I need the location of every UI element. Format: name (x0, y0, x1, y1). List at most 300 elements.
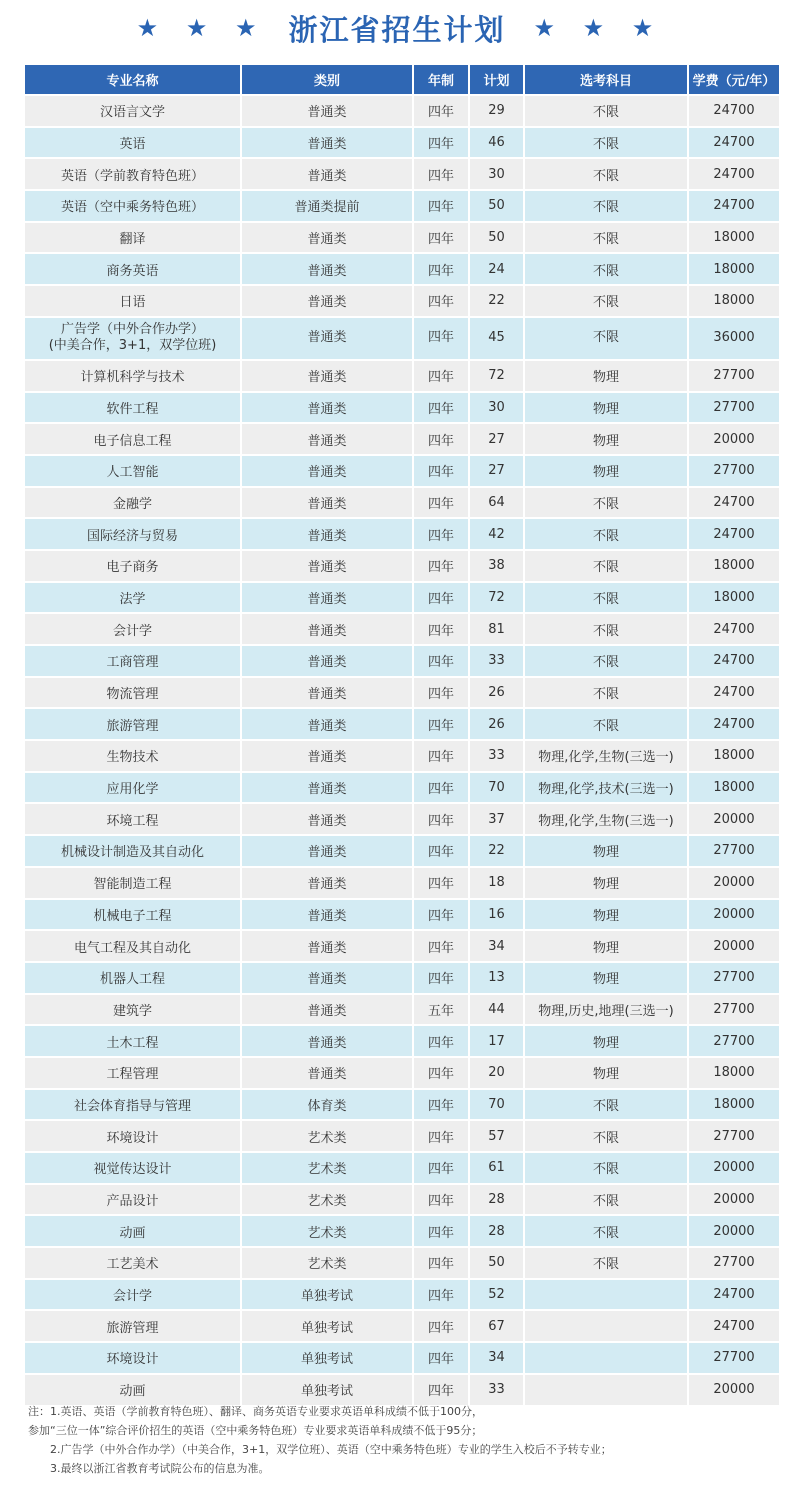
cell-required-subjects: 物理,历史,地理(三选一) (525, 995, 687, 1025)
cell-category: 普通类 (242, 804, 412, 834)
table-row (25, 223, 779, 253)
cell-major-name: 动画 (25, 1216, 240, 1246)
table-row (25, 1311, 779, 1341)
cell-duration: 四年 (414, 223, 468, 253)
cell-plan-count: 45 (470, 318, 523, 359)
cell-required-subjects: 物理,化学,生物(三选一) (525, 804, 687, 834)
cell-tuition: 24700 (689, 519, 779, 549)
cell-plan-count: 28 (470, 1216, 523, 1246)
cell-tuition: 18000 (689, 254, 779, 284)
cell-major-name: 环境工程 (25, 804, 240, 834)
cell-category: 普通类 (242, 583, 412, 613)
cell-major-name: 智能制造工程 (25, 868, 240, 898)
table-row (25, 1375, 779, 1405)
cell-tuition: 20000 (689, 1216, 779, 1246)
cell-major-name: 电子商务 (25, 551, 240, 581)
cell-tuition: 24700 (689, 128, 779, 158)
table-row (25, 773, 779, 803)
table-row (25, 614, 779, 644)
cell-duration: 四年 (414, 1153, 468, 1183)
cell-plan-count: 44 (470, 995, 523, 1025)
table-row (25, 836, 779, 866)
cell-major-name: 软件工程 (25, 393, 240, 423)
table-row (25, 551, 779, 581)
cell-required-subjects: 不限 (525, 191, 687, 221)
cell-duration: 四年 (414, 836, 468, 866)
cell-required-subjects: 物理,化学,生物(三选一) (525, 741, 687, 771)
header-required-subjects: 选考科目 (525, 65, 687, 94)
cell-category: 普通类 (242, 254, 412, 284)
cell-category: 普通类 (242, 361, 412, 391)
cell-required-subjects: 物理 (525, 456, 687, 486)
cell-required-subjects: 物理 (525, 393, 687, 423)
cell-category: 艺术类 (242, 1216, 412, 1246)
header-plan-count: 计划 (470, 65, 523, 94)
cell-tuition: 18000 (689, 741, 779, 771)
cell-category: 普通类 (242, 868, 412, 898)
cell-plan-count: 61 (470, 1153, 523, 1183)
cell-major-name: 机械电子工程 (25, 900, 240, 930)
cell-plan-count: 30 (470, 159, 523, 189)
cell-required-subjects: 不限 (525, 254, 687, 284)
cell-required-subjects: 不限 (525, 223, 687, 253)
cell-required-subjects: 不限 (525, 1248, 687, 1278)
cell-category: 普通类 (242, 614, 412, 644)
cell-duration: 四年 (414, 1090, 468, 1120)
cell-major-name: 商务英语 (25, 254, 240, 284)
cell-category: 普通类 (242, 900, 412, 930)
cell-major-name: 金融学 (25, 488, 240, 518)
table-header-row (25, 65, 779, 94)
cell-required-subjects (525, 1375, 687, 1405)
title-bar (0, 0, 800, 56)
table-row (25, 393, 779, 423)
cell-required-subjects (525, 1311, 687, 1341)
cell-tuition: 27700 (689, 1026, 779, 1056)
cell-plan-count: 26 (470, 709, 523, 739)
cell-tuition: 18000 (689, 583, 779, 613)
cell-plan-count: 33 (470, 646, 523, 676)
cell-plan-count: 64 (470, 488, 523, 518)
cell-major-name: 国际经济与贸易 (25, 519, 240, 549)
cell-duration: 四年 (414, 1026, 468, 1056)
cell-tuition: 27700 (689, 456, 779, 486)
cell-required-subjects: 不限 (525, 551, 687, 581)
cell-category: 普通类 (242, 488, 412, 518)
cell-duration: 四年 (414, 424, 468, 454)
cell-required-subjects: 不限 (525, 519, 687, 549)
cell-major-name: 电子信息工程 (25, 424, 240, 454)
cell-duration: 四年 (414, 488, 468, 518)
cell-major-name: 社会体育指导与管理 (25, 1090, 240, 1120)
table-row (25, 286, 779, 316)
cell-duration: 四年 (414, 900, 468, 930)
cell-major-name: 工艺美术 (25, 1248, 240, 1278)
table-row (25, 1026, 779, 1056)
cell-category: 普通类 (242, 223, 412, 253)
cell-duration: 四年 (414, 551, 468, 581)
cell-tuition: 18000 (689, 286, 779, 316)
star-icons-left: ★ ★ ★ (136, 14, 267, 42)
cell-tuition: 24700 (689, 1280, 779, 1310)
table-row (25, 1090, 779, 1120)
cell-major-name: 视觉传达设计 (25, 1153, 240, 1183)
table-row (25, 1058, 779, 1088)
cell-major-name: 土木工程 (25, 1026, 240, 1056)
cell-tuition: 24700 (689, 614, 779, 644)
cell-tuition: 36000 (689, 318, 779, 359)
cell-required-subjects: 不限 (525, 318, 687, 359)
cell-plan-count: 16 (470, 900, 523, 930)
cell-tuition: 24700 (689, 96, 779, 126)
cell-required-subjects (525, 1343, 687, 1373)
cell-required-subjects: 物理 (525, 868, 687, 898)
cell-duration: 四年 (414, 963, 468, 993)
cell-plan-count: 27 (470, 456, 523, 486)
cell-required-subjects: 物理 (525, 931, 687, 961)
cell-required-subjects: 不限 (525, 96, 687, 126)
cell-plan-count: 81 (470, 614, 523, 644)
cell-major-name: 环境设计 (25, 1343, 240, 1373)
cell-major-name: 旅游管理 (25, 709, 240, 739)
cell-major-name: 计算机科学与技术 (25, 361, 240, 391)
header-duration: 年制 (414, 65, 468, 94)
cell-plan-count: 22 (470, 286, 523, 316)
cell-required-subjects: 不限 (525, 1153, 687, 1183)
cell-category: 普通类 (242, 931, 412, 961)
cell-required-subjects: 物理 (525, 424, 687, 454)
cell-required-subjects: 物理,化学,技术(三选一) (525, 773, 687, 803)
cell-major-name: 会计学 (25, 1280, 240, 1310)
cell-required-subjects: 物理 (525, 836, 687, 866)
cell-plan-count: 50 (470, 1248, 523, 1278)
cell-tuition: 27700 (689, 995, 779, 1025)
table-row (25, 678, 779, 708)
cell-tuition: 20000 (689, 424, 779, 454)
cell-category: 普通类 (242, 995, 412, 1025)
cell-category: 普通类 (242, 393, 412, 423)
cell-category: 普通类 (242, 159, 412, 189)
table-row (25, 900, 779, 930)
cell-plan-count: 34 (470, 931, 523, 961)
cell-duration: 四年 (414, 318, 468, 359)
cell-plan-count: 26 (470, 678, 523, 708)
cell-category: 单独考试 (242, 1280, 412, 1310)
cell-duration: 五年 (414, 995, 468, 1025)
cell-category: 普通类 (242, 286, 412, 316)
table-row (25, 128, 779, 158)
table-row (25, 318, 779, 359)
enrollment-plan-table-container (25, 63, 775, 1407)
cell-plan-count: 34 (470, 1343, 523, 1373)
table-row (25, 804, 779, 834)
cell-required-subjects (525, 1280, 687, 1310)
cell-plan-count: 50 (470, 223, 523, 253)
cell-plan-count: 33 (470, 1375, 523, 1405)
cell-tuition: 20000 (689, 900, 779, 930)
cell-major-name: 生物技术 (25, 741, 240, 771)
cell-duration: 四年 (414, 678, 468, 708)
cell-required-subjects: 物理 (525, 900, 687, 930)
cell-tuition: 27700 (689, 393, 779, 423)
cell-category: 普通类 (242, 96, 412, 126)
cell-plan-count: 70 (470, 773, 523, 803)
cell-major-name: 动画 (25, 1375, 240, 1405)
cell-plan-count: 20 (470, 1058, 523, 1088)
cell-duration: 四年 (414, 614, 468, 644)
cell-required-subjects: 不限 (525, 1185, 687, 1215)
cell-tuition: 27700 (689, 836, 779, 866)
cell-major-name: 环境设计 (25, 1121, 240, 1151)
cell-duration: 四年 (414, 804, 468, 834)
cell-major-name: 应用化学 (25, 773, 240, 803)
cell-tuition: 24700 (689, 488, 779, 518)
cell-category: 普通类 (242, 646, 412, 676)
table-row (25, 1153, 779, 1183)
cell-tuition: 24700 (689, 646, 779, 676)
cell-duration: 四年 (414, 286, 468, 316)
cell-major-name: 电气工程及其自动化 (25, 931, 240, 961)
cell-major-name: 翻译 (25, 223, 240, 253)
cell-tuition: 27700 (689, 1121, 779, 1151)
cell-tuition: 27700 (689, 1248, 779, 1278)
cell-tuition: 20000 (689, 931, 779, 961)
cell-category: 普通类 (242, 456, 412, 486)
cell-duration: 四年 (414, 931, 468, 961)
cell-major-name: 机械设计制造及其自动化 (25, 836, 240, 866)
cell-duration: 四年 (414, 868, 468, 898)
cell-required-subjects: 不限 (525, 709, 687, 739)
cell-required-subjects: 不限 (525, 1216, 687, 1246)
cell-major-name: 英语 (25, 128, 240, 158)
table-row (25, 868, 779, 898)
cell-required-subjects: 不限 (525, 614, 687, 644)
cell-duration: 四年 (414, 393, 468, 423)
cell-tuition: 24700 (689, 191, 779, 221)
table-row (25, 488, 779, 518)
header-tuition: 学费（元/年） (689, 65, 779, 94)
cell-major-name: 人工智能 (25, 456, 240, 486)
cell-plan-count: 28 (470, 1185, 523, 1215)
cell-required-subjects: 不限 (525, 646, 687, 676)
cell-tuition: 20000 (689, 1185, 779, 1215)
cell-major-name: 英语（空中乘务特色班） (25, 191, 240, 221)
cell-duration: 四年 (414, 1280, 468, 1310)
star-icons-right: ★ ★ ★ (533, 14, 664, 42)
cell-tuition: 18000 (689, 223, 779, 253)
cell-major-name: 广告学（中外合作办学） (中美合作，3+1，双学位班) (25, 318, 240, 359)
cell-required-subjects: 物理 (525, 1058, 687, 1088)
table-row (25, 1121, 779, 1151)
cell-tuition: 18000 (689, 551, 779, 581)
cell-category: 单独考试 (242, 1311, 412, 1341)
cell-category: 普通类 (242, 1026, 412, 1056)
table-row (25, 254, 779, 284)
cell-duration: 四年 (414, 361, 468, 391)
table-row (25, 456, 779, 486)
header-category: 类别 (242, 65, 412, 94)
cell-plan-count: 67 (470, 1311, 523, 1341)
table-row (25, 931, 779, 961)
table-row (25, 646, 779, 676)
cell-major-name: 旅游管理 (25, 1311, 240, 1341)
table-row (25, 191, 779, 221)
table-row (25, 995, 779, 1025)
cell-category: 艺术类 (242, 1248, 412, 1278)
footnotes (28, 1402, 788, 1478)
cell-category: 普通类 (242, 836, 412, 866)
cell-plan-count: 29 (470, 96, 523, 126)
cell-duration: 四年 (414, 1121, 468, 1151)
cell-plan-count: 57 (470, 1121, 523, 1151)
page-title: 浙江省招生计划 (288, 12, 506, 47)
cell-category: 普通类 (242, 678, 412, 708)
cell-category: 普通类 (242, 963, 412, 993)
header-major-name: 专业名称 (25, 65, 240, 94)
cell-plan-count: 42 (470, 519, 523, 549)
cell-tuition: 27700 (689, 361, 779, 391)
cell-major-name: 工程管理 (25, 1058, 240, 1088)
table-row (25, 361, 779, 391)
cell-major-name: 建筑学 (25, 995, 240, 1025)
cell-category: 普通类 (242, 773, 412, 803)
cell-category: 艺术类 (242, 1185, 412, 1215)
cell-plan-count: 18 (470, 868, 523, 898)
cell-plan-count: 22 (470, 836, 523, 866)
cell-category: 普通类 (242, 519, 412, 549)
cell-duration: 四年 (414, 159, 468, 189)
footnote-line: 参加“三位一体”综合评价招生的英语（空中乘务特色班）专业要求英语单科成绩不低于95分； (28, 1424, 483, 1437)
cell-major-name: 汉语言文学 (25, 96, 240, 126)
cell-duration: 四年 (414, 1375, 468, 1405)
table-row (25, 1216, 779, 1246)
cell-plan-count: 33 (470, 741, 523, 771)
cell-tuition: 24700 (689, 1311, 779, 1341)
cell-duration: 四年 (414, 1311, 468, 1341)
cell-tuition: 20000 (689, 1375, 779, 1405)
cell-category: 普通类 (242, 551, 412, 581)
cell-major-name: 会计学 (25, 614, 240, 644)
footnote-line: 注：1.英语、英语（学前教育特色班）、翻译、商务英语专业要求英语单科成绩不低于100分， (28, 1405, 483, 1418)
cell-duration: 四年 (414, 1185, 468, 1215)
cell-category: 艺术类 (242, 1121, 412, 1151)
cell-plan-count: 30 (470, 393, 523, 423)
cell-major-name: 工商管理 (25, 646, 240, 676)
table-row (25, 741, 779, 771)
table-row (25, 583, 779, 613)
cell-category: 普通类 (242, 318, 412, 359)
cell-tuition: 20000 (689, 804, 779, 834)
cell-tuition: 20000 (689, 1153, 779, 1183)
cell-tuition: 24700 (689, 678, 779, 708)
cell-plan-count: 72 (470, 361, 523, 391)
cell-duration: 四年 (414, 1343, 468, 1373)
cell-plan-count: 13 (470, 963, 523, 993)
cell-plan-count: 50 (470, 191, 523, 221)
cell-duration: 四年 (414, 456, 468, 486)
cell-required-subjects: 不限 (525, 488, 687, 518)
cell-major-name: 产品设计 (25, 1185, 240, 1215)
table-row (25, 159, 779, 189)
cell-tuition: 24700 (689, 709, 779, 739)
cell-required-subjects: 物理 (525, 361, 687, 391)
cell-category: 普通类提前 (242, 191, 412, 221)
cell-required-subjects: 不限 (525, 678, 687, 708)
cell-duration: 四年 (414, 646, 468, 676)
table-row (25, 1343, 779, 1373)
enrollment-plan-table (23, 63, 781, 1407)
cell-duration: 四年 (414, 583, 468, 613)
cell-tuition: 18000 (689, 773, 779, 803)
cell-plan-count: 72 (470, 583, 523, 613)
cell-plan-count: 70 (470, 1090, 523, 1120)
cell-major-name: 物流管理 (25, 678, 240, 708)
cell-tuition: 18000 (689, 1090, 779, 1120)
table-row (25, 1280, 779, 1310)
cell-duration: 四年 (414, 254, 468, 284)
cell-duration: 四年 (414, 191, 468, 221)
cell-required-subjects: 不限 (525, 1121, 687, 1151)
cell-required-subjects: 不限 (525, 1090, 687, 1120)
cell-category: 普通类 (242, 424, 412, 454)
cell-duration: 四年 (414, 741, 468, 771)
cell-plan-count: 46 (470, 128, 523, 158)
table-body (25, 96, 779, 1405)
cell-duration: 四年 (414, 709, 468, 739)
cell-plan-count: 27 (470, 424, 523, 454)
cell-required-subjects: 不限 (525, 583, 687, 613)
table-row (25, 1248, 779, 1278)
cell-tuition: 18000 (689, 1058, 779, 1088)
cell-plan-count: 17 (470, 1026, 523, 1056)
cell-duration: 四年 (414, 128, 468, 158)
cell-major-name: 英语（学前教育特色班） (25, 159, 240, 189)
cell-category: 体育类 (242, 1090, 412, 1120)
cell-plan-count: 52 (470, 1280, 523, 1310)
cell-plan-count: 37 (470, 804, 523, 834)
cell-duration: 四年 (414, 519, 468, 549)
table-row (25, 709, 779, 739)
cell-duration: 四年 (414, 1216, 468, 1246)
cell-major-name: 法学 (25, 583, 240, 613)
cell-plan-count: 24 (470, 254, 523, 284)
cell-category: 普通类 (242, 128, 412, 158)
table-row (25, 1185, 779, 1215)
table-row (25, 96, 779, 126)
cell-category: 普通类 (242, 1058, 412, 1088)
cell-category: 普通类 (242, 709, 412, 739)
cell-required-subjects: 不限 (525, 128, 687, 158)
cell-major-name: 日语 (25, 286, 240, 316)
cell-required-subjects: 不限 (525, 286, 687, 316)
table-row (25, 519, 779, 549)
cell-category: 单独考试 (242, 1343, 412, 1373)
cell-major-name: 机器人工程 (25, 963, 240, 993)
footnote-line: 3.最终以浙江省教育考试院公布的信息为准。 (50, 1462, 270, 1475)
cell-category: 单独考试 (242, 1375, 412, 1405)
cell-required-subjects: 物理 (525, 963, 687, 993)
cell-duration: 四年 (414, 773, 468, 803)
cell-duration: 四年 (414, 1248, 468, 1278)
cell-category: 艺术类 (242, 1153, 412, 1183)
table-row (25, 963, 779, 993)
cell-duration: 四年 (414, 96, 468, 126)
cell-duration: 四年 (414, 1058, 468, 1088)
cell-tuition: 24700 (689, 159, 779, 189)
cell-required-subjects: 物理 (525, 1026, 687, 1056)
cell-tuition: 27700 (689, 963, 779, 993)
footnote-line: 2.广告学（中外合作办学）（中美合作，3+1，双学位班）、英语（空中乘务特色班）专业的学生入校后不予转专业； (50, 1443, 612, 1456)
